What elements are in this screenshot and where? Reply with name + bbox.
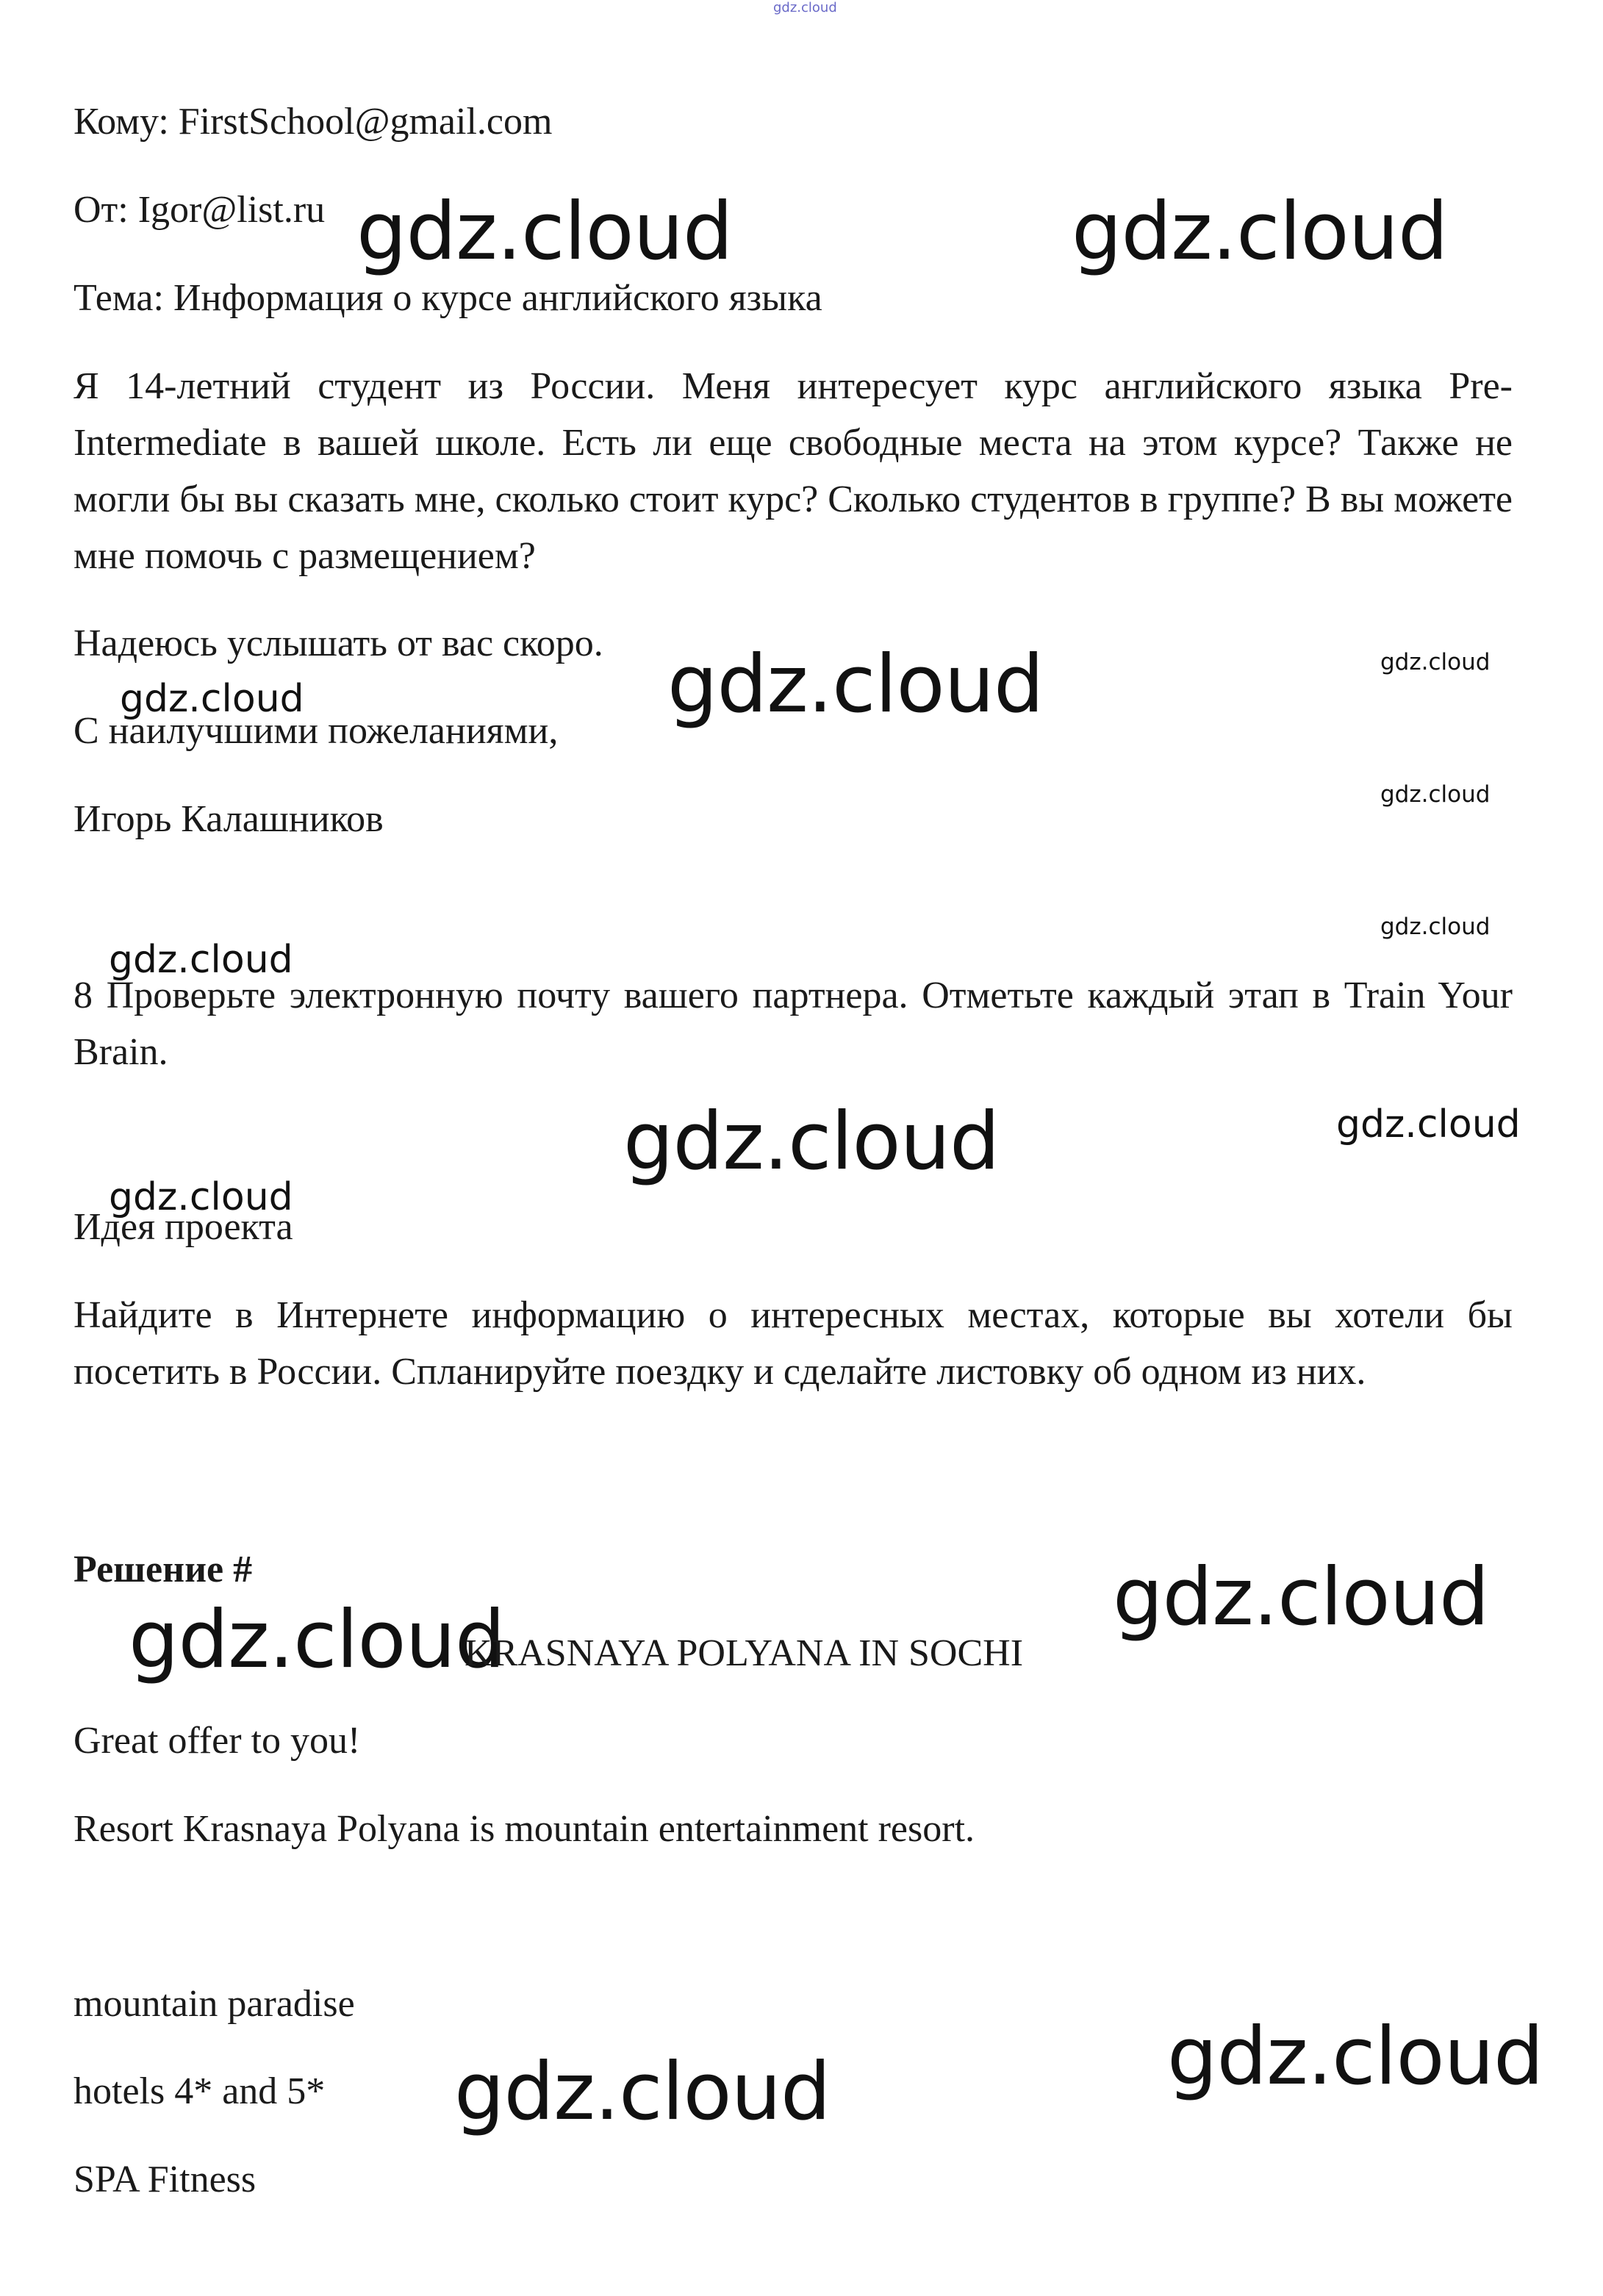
solution-heading: Решение # — [73, 1549, 253, 1590]
watermark: gdz.cloud — [356, 186, 733, 278]
email-signature: Игорь Калашников — [73, 798, 384, 840]
watermark: gdz.cloud — [109, 938, 293, 982]
watermark: gdz.cloud — [1113, 1551, 1489, 1643]
email-body: Я 14-летний студент из России. Меня интересует курс английского языка Pre-Intermediate в вашей школе. Есть ли еще свободные места на этом курсе? Также не могли бы вы сказать мне, сколько стоит курс? Сколько студентов в группе? В вы можете мне помочь с размещением? — [73, 365, 1513, 577]
watermark: gdz.cloud — [1380, 649, 1491, 675]
list-item: hotels 4* and 5* — [73, 2070, 326, 2112]
watermark: gdz.cloud — [1336, 1102, 1521, 1147]
email-from: От: Igor@list.ru — [73, 189, 326, 231]
watermark: gdz.cloud — [129, 1594, 505, 1686]
watermark: gdz.cloud — [667, 639, 1044, 731]
watermark: gdz.cloud — [109, 1175, 293, 1219]
watermark-top: gdz.cloud — [773, 0, 837, 15]
email-subject: Тема: Информация о курсе английского языка — [73, 277, 822, 319]
watermark: gdz.cloud — [454, 2046, 831, 2138]
project-heading: Идея проекта — [73, 1206, 293, 1248]
email-to: Кому: FirstSchool@gmail.com — [73, 101, 553, 143]
watermark: gdz.cloud — [1380, 914, 1491, 940]
solution-intro: Resort Krasnaya Polyana is mountain entertainment resort. — [73, 1808, 975, 1850]
task-8: 8 Проверьте электронную почту вашего партнера. Отметьте каждый этап в Train Your Brain. — [73, 975, 1513, 1073]
list-item: mountain paradise — [73, 1983, 355, 2025]
email-closing-hope: Надеюсь услышать от вас скоро. — [73, 623, 603, 664]
watermark: gdz.cloud — [623, 1096, 1000, 1188]
email-closing-wishes: С наилучшими пожеланиями, — [73, 710, 559, 752]
watermark: gdz.cloud — [1167, 2011, 1543, 2103]
watermark: gdz.cloud — [120, 677, 304, 721]
solution-title: KRASNAYA POLYANA IN SOCHI — [465, 1632, 1024, 1674]
watermark: gdz.cloud — [1380, 781, 1491, 808]
project-text: Найдите в Интернете информацию о интересных местах, которые вы хотели бы посетить в России. Спланируйте поездку и сделайте листовку об одном из них. — [73, 1294, 1513, 1393]
list-item: SPA Fitness — [73, 2159, 257, 2200]
watermark: gdz.cloud — [1072, 186, 1448, 278]
solution-offer: Great offer to you! — [73, 1720, 361, 1762]
